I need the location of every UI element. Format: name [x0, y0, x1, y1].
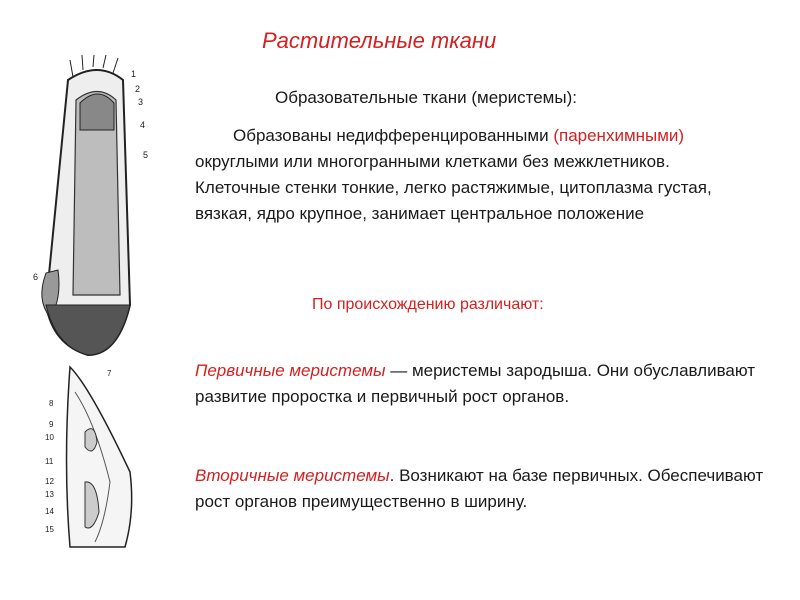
fig2-label: 15	[45, 525, 54, 534]
fig2-label: 8	[49, 399, 54, 408]
fig1-label: 1	[131, 69, 137, 79]
fig2-label: 12	[45, 477, 54, 486]
embryo-bud	[85, 429, 97, 451]
secondary-text: . Возникают на базе первичных. Обеспечивают рост органов преимущественно в ширину.	[195, 466, 764, 511]
embryo-detail-illustration	[35, 362, 140, 552]
fig1-label: 2	[135, 84, 141, 94]
section-subtitle: Образовательные ткани (меристемы):	[275, 88, 577, 107]
fig2-label: 14	[45, 507, 54, 516]
description-part1: Образованы недифференцированными	[233, 126, 549, 145]
fig2-label: 9	[49, 420, 54, 429]
origin-heading: По происхождению различают:	[312, 296, 544, 313]
fig2-label: 11	[45, 457, 54, 466]
grain-section-illustration	[28, 55, 158, 360]
fig2-label: 10	[45, 433, 54, 442]
fig1-label: 6	[33, 272, 39, 282]
grain-cap	[80, 94, 114, 130]
description-highlight: (паренхимными)	[553, 126, 685, 145]
slide-title: Растительные ткани	[262, 28, 497, 53]
grain-base	[46, 305, 130, 355]
fig2-label: 13	[45, 490, 54, 499]
primary-meristems-paragraph	[195, 358, 765, 410]
fig1-label: 5	[143, 150, 149, 160]
fig2-label: 7	[107, 369, 112, 378]
secondary-term: Вторичные меристемы	[195, 466, 390, 485]
description-part2: округлыми или многогранными клетками без межклетников. Клеточные стенки тонкие, легко растяжимые, цитоплазма густая, вязкая, ядро крупное, занимает центральное положение	[195, 152, 712, 223]
primary-text: — меристемы зародыша. Они обуславливают развитие проростка и первичный рост органов.	[195, 361, 756, 406]
fig1-label: 4	[140, 120, 146, 130]
meristem-description	[195, 123, 715, 227]
primary-term: Первичные меристемы	[195, 361, 386, 380]
fig1-label: 3	[138, 97, 144, 107]
secondary-meristems-paragraph	[195, 463, 765, 515]
